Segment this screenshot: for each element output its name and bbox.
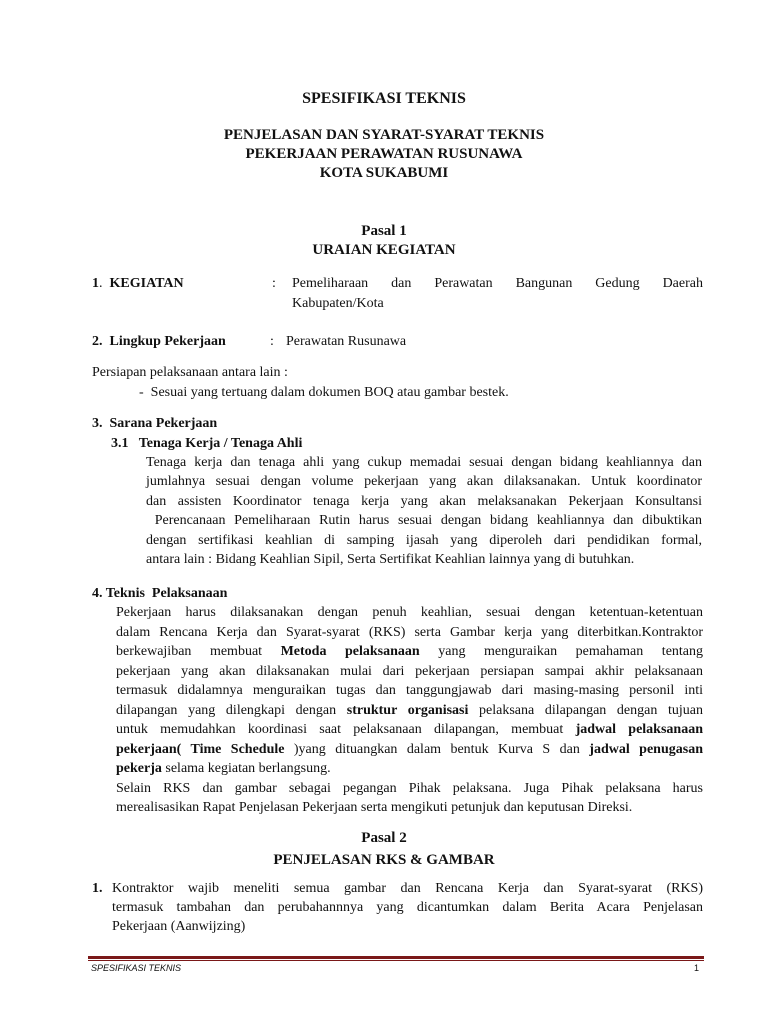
item-2-value: Perawatan Rusunawa	[286, 334, 407, 349]
persiapan-item: - Sesuai yang tertuang dalam dokumen BOQ atau gambar bestek.	[139, 385, 509, 400]
item-4-line-7: untuk memudahkan koordinasi saat pelaksanaan dilapangan, membuat jadwal pelaksanaan	[116, 722, 703, 737]
item-4-line-4: pekerjaan yang akan dilaksanakan mulai dari pekerjaan persiapan sampai akhir pelaksanaan	[116, 664, 703, 679]
item-3-line-1: Tenaga kerja dan tenaga ahli yang cukup memadai sesuai dengan bidang keahliannya dan	[146, 455, 702, 470]
item-4-line-11: merealisasikan Rapat Penjelasan Pekerjaan serta mengikuti petunjuk dan keputusan Direksi.	[116, 800, 633, 815]
pasal-2-item-1-line-2: termasuk tambahan dan perubahannnya yang dicantumkan dalam Berita Acara Penjelasan	[112, 900, 703, 915]
subtitle-line-2: PEKERJAAN PERAWATAN RUSUNAWA	[245, 146, 523, 162]
item-2-colon: :	[270, 334, 274, 349]
item-4-line-2: dalam Rencana Kerja dan Syarat-syarat (RKS) serta Gambar kerja yang diterbitkan.Kontraktor	[116, 625, 703, 640]
item-3-1-label: 3.1 Tenaga Kerja / Tenaga Ahli	[111, 436, 303, 451]
pasal-1-title: URAIAN KEGIATAN	[312, 242, 456, 258]
footer-rule	[88, 956, 704, 959]
metoda-pelaksanaan-text: Metoda pelaksanaan	[280, 644, 420, 659]
item-3-line-6: antara lain : Bidang Keahlian Sipil, Serta Sertifikat Keahlian lainnya yang di butuhkan.	[146, 552, 635, 567]
item-3-line-2: jumlahnya sesuai dengan volume pekerjaan yang akan dilaksanakan. Untuk koordinator	[146, 474, 702, 489]
item-4-line-8: pekerjaan( Time Schedule )yang dituangkan dalam bentuk Kurva S dan jadwal penugasan	[116, 742, 703, 757]
footer-page-number: 1	[694, 963, 700, 973]
document-title: SPESIFIKASI TEKNIS	[302, 90, 466, 107]
item-1-colon: :	[272, 276, 276, 291]
persiapan-text: Persiapan pelaksanaan antara lain :	[92, 365, 288, 380]
pasal-2-item-1-number: 1.	[92, 881, 103, 896]
item-4-line-6: dilapangan yang dilengkapi dengan struktur organisasi pelaksana dilapangan dengan tujuan	[116, 703, 704, 718]
pasal-2-item-1-line-1: Kontraktor wajib meneliti semua gambar dan Rencana Kerja dan Syarat-syarat (RKS)	[112, 881, 703, 896]
footer-rule-thin	[88, 960, 704, 961]
item-1-value-line-2: Kabupaten/Kota	[292, 296, 384, 311]
jadwal-pelaksanaan-text: jadwal pelaksanaan	[575, 722, 703, 737]
item-4-line-1: Pekerjaan harus dilaksanakan dengan penuh keahlian, sesuai dengan ketentuan-ketentuan	[116, 605, 703, 620]
pasal-2-title: PENJELASAN RKS & GAMBAR	[273, 852, 495, 868]
time-schedule-text: pekerjaan( Time Schedule	[116, 742, 294, 757]
item-4-label: 4. Teknis Pelaksanaan	[92, 586, 228, 601]
item-3-line-3: dan assisten Koordinator tenaga kerja yang akan melaksanakan Pekerjaan Konsultansi	[146, 494, 702, 509]
item-4-line-3: berkewajiban membuat Metoda pelaksanaan yang menguraikan pemahaman tentang	[116, 644, 704, 659]
item-1-value-line-1: Pemeliharaan dan Perawatan Bangunan Gedung Daerah	[292, 276, 703, 291]
item-1-label: KEGIATAN	[109, 276, 184, 291]
item-4-line-9: pekerja selama kegiatan berlangsung.	[116, 761, 331, 776]
pasal-2-number: Pasal 2	[361, 830, 407, 846]
subtitle-line-1: PENJELASAN DAN SYARAT-SYARAT TEKNIS	[223, 127, 545, 143]
item-4-line-5: termasuk didalamnya menguraikan tugas dan tanggungjawab dari masing-masing personil inti	[116, 683, 703, 698]
item-1-number: 1. KEGIATAN	[92, 276, 184, 291]
subtitle-line-3: KOTA SUKABUMI	[319, 165, 449, 181]
struktur-organisasi-text: struktur organisasi	[346, 703, 469, 718]
pasal-2-item-1-line-3: Pekerjaan (Aanwijzing)	[112, 919, 246, 934]
item-3-label: 3. Sarana Pekerjaan	[92, 416, 218, 431]
footer-title: SPESIFIKASI TEKNIS	[91, 963, 182, 973]
item-4-line-10: Selain RKS dan gambar sebagai pegangan Pihak pelaksana. Juga Pihak pelaksana harus	[116, 781, 703, 796]
pasal-1-number: Pasal 1	[361, 223, 407, 239]
jadwal-penugasan-text: jadwal penugasan	[589, 742, 703, 757]
item-2-label: 2. Lingkup Pekerjaan	[92, 334, 226, 349]
item-3-line-5: dengan sertifikasi keahlian di samping ijasah yang diperoleh dari pendidikan formal,	[146, 533, 702, 548]
item-3-line-4: Perencanaan Pemeliharaan Rutin harus sesuai dengan bidang keahliannya dan dibuktikan	[146, 513, 702, 528]
